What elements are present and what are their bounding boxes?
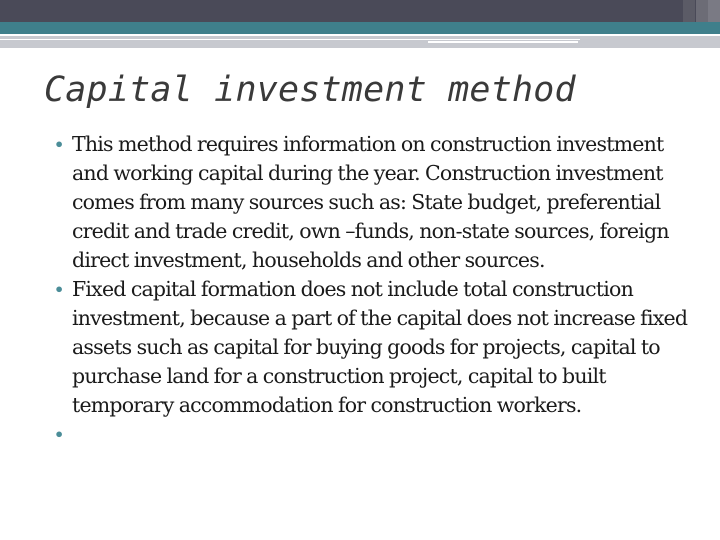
bullet-icon: • [54,135,64,154]
header-accent-line [0,39,580,40]
header-dark-bar [0,0,720,22]
bullet-item [50,275,690,420]
slide-title: Capital investment method [44,70,576,110]
decorative-square [683,0,695,22]
bullet-text: This method requires information on construction investment and working capital during the year. Construction investment comes from many sources such as: State budget, preferential credit and trade credit, own –funds, non-state sources, foreign direct investment, households and other sources. [72,132,669,272]
decorative-square [708,0,720,22]
bullet-icon: • [54,280,64,299]
header-teal-band [0,22,720,34]
header-grey-band [0,34,720,48]
decorative-square [696,0,708,22]
header-divider-line [0,34,720,36]
bullet-list [50,130,690,444]
bullet-text: Fixed capital formation does not include total construction investment, because a part of the capital does not increase fixed assets such as capital for buying goods for projects, capital to purchase land for a construction project, capital to built temporary accommodation for construction workers. [72,277,688,417]
bullet-item [50,130,690,275]
bullet-icon: • [54,425,64,444]
header-accent-line [428,41,578,43]
